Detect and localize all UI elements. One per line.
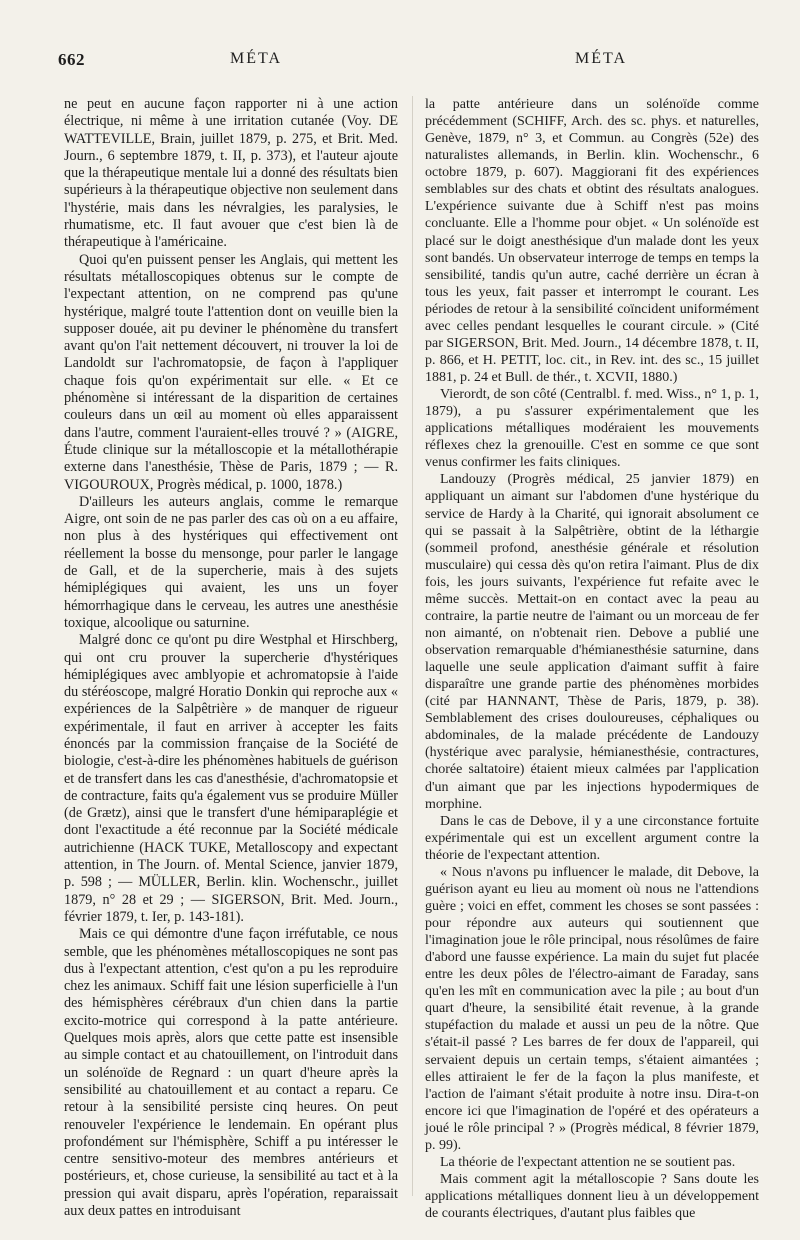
paragraph: la patte antérieure dans un solénoïde comme précédemment (SCHIFF, Arch. des sc. phys. et naturelles, Genève, 1879, n° 3, et Commun. au Congrès (52e) des naturalistes allemands, in Berlin. klin. Wochenschr., 6 octobre 1879, p. 607). Maggiorani fit des expériences semblables sur des chats et obtint des résultats analogues. L'expérience suivante due à Schiff n'est pas moins concluante. Elle a l'homme pour objet. « Un solénoïde est placé sur le doigt anesthésique d'un malade dont les yeux sont bandés. Un observateur interroge de temps en temps la sensibilité, tandis qu'un autre, caché derrière un écran à tous les yeux, fait passer et interrompt le courant. Les périodes de retour à la sensibilité coïncident uniformément avec celles pendant lesquelles le courant circule. » (Cité par SIGERSON, Brit. Med. Journ., 14 décembre 1878, t. II, p. 866, et H. PETIT, loc. cit., in Rev. int. des sc., 15 juillet 1881, p. 24 et Bull. de thér., t. XCVII, 1880.) — [425, 97, 760, 385]
paragraph: Mais comment agit la métalloscopie ? Sans doute les applications métalliques donnent lieu à un développement de courants électriques, d'autant plus faibles que — [425, 1171, 759, 1222]
paragraph: D'ailleurs les auteurs anglais, comme le remarque Aigre, ont soin de ne pas parler des cas où on a eu affaire, non plus à des hystériques qui effectivement ont réellement la bosse du mensonge, pour parler le langage de Gall, et de la supercherie, mais à des sujets hémiplégiques qui avaient, les uns un foyer hémorrhagique dans le cerveau, les autres une anesthésie toxique, alcoolique ou saturnine. — [64, 493, 398, 631]
right-column — [425, 96, 759, 1222]
page-number: 662 — [58, 50, 85, 69]
running-head-left: MÉTA — [230, 50, 283, 67]
paragraph: Landouzy (Progrès médical, 25 janvier 1879) en appliquant un aimant sur l'abdomen d'une hystérique du service de Hardy à la Charité, qui ignorait absolument ce qui se passait à la Salpêtrière, obtint de la léthargie (sommeil profond, anesthésie générale et résolution musculaire) qui cessa dès qu'on retira l'aimant. Plus de dix fois, les jours suivants, l'expérience fut refaite avec le même succès. Mettait-on en contact avec la peau au contraire, la partie neutre de l'aimant ou un morceau de fer non aimanté, on n'obtenait rien. Debove a publié une observation remarquable d'hémianesthésie saturnine, dans laquelle une seule application d'aimant suffit à faire disparaître une grande partie des phénomènes morbides (cité par HANNANT, Thèse de Paris, 1879, p. 38). Semblablement des crises douloureuses, céphaliques ou abdominales, de la malade précédente de Landouzy (hystérique avec paralysie, hémianesthésie, contractures, chorée saltatoire) étaient mieux calmées par l'application d'un aimant que par les injections hypodermiques de morphine. — [425, 472, 759, 812]
column-divider — [412, 96, 413, 1196]
paragraph: Malgré donc ce qu'ont pu dire Westphal et Hirschberg, qui ont cru prouver la supercherie d'hystériques hémiplégiques avec amblyopie et achromatopsie à l'aide du stéréoscope, malgré Horatio Donkin qui reproche aux « expériences de la Salpêtrière » de manquer de rigueur expérimentale, il faut en arriver à accepter les faits énoncés par la commission française de la Société de biologie, c'est-à-dire les phénomènes habituels de guérison et de transfert dans les cas d'anesthésie, d'achromatopsie et de contracture, faits qu'a également vus se produire Müller (de Grætz), ainsi que le transfert d'une hémiparaplégie et dont l'exactitude a été reconnue par la Société médicale autrichienne (HACK TUKE, Metalloscopy and expectant attention, in The Journ. of. Mental Science, janvier 1879, p. 598 ; — MÜLLER, Berlin. klin. Wochenschr., juillet 1879, n° 28 et 29 ; — SIGERSON, Brit. Med. Journ., février 1879, t. Ier, p. 143-181). — [64, 632, 398, 925]
left-column — [64, 96, 398, 1220]
paragraph: Vierordt, de son côté (Centralbl. f. med. Wiss., n° 1, p. 1, 1879), a pu s'assurer expérimentalement que les applications métalliques modéraient les mouvements réflexes chez la grenouille. C'est en somme ce que sont venus confirmer les faits cliniques. — [425, 387, 759, 471]
paragraph: Mais ce qui démontre d'une façon irréfutable, ce nous semble, que les phénomènes métalloscopiques ne sont pas dus à l'expectant attention, c'est qu'on a pu les reproduire chez les animaux. Schiff fait une lésion superficielle à l'un des hémisphères cérébraux d'un chien dans la partie excito-motrice qui correspond à la patte antérieure. Quelques mois après, alors que cette patte est insensible au simple contact et au chatouillement, on l'introduit dans un solénoïde de Regnard : un quart d'heure après la sensibilité au chatouillement et au contact a reparu. Ce retour à la sensibilité persiste cinq heures. On peut renouveler l'expérience le lendemain. En opérant plus profondément sur l'hémisphère, Schiff a pu intéresser le centre sensitivo-moteur des membres antérieurs et postérieurs, et, chose curieuse, la sensibilité au tact et à la pression qui avait disparu, après l'opération, reparaissait aux deux pattes en introduisant — [64, 926, 398, 1219]
paragraph: La théorie de l'expectant attention ne se soutient pas. — [440, 1154, 736, 1170]
paragraph: Quoi qu'en puissent penser les Anglais, qui mettent les résultats métalloscopiques obtenus sur le compte de l'expectant attention, on ne comprend pas qu'une hystérique, malgré toute l'attention dont on veuille bien la supposer douée, ait pu deviner le phénomène du transfert avant qu'on l'ait nettement découvert, ni trouver la loi de Landoldt sur l'achromatopsie, de façon à l'appliquer chaque fois qu'on expérimentait sur elle. « Et ce phénomène si intéressant de la disparition de certaines couleurs dans un œil au moment où elles apparaissent dans l'autre, comment l'auraient-elles trouvé ? » (AIGRE, Étude clinique sur la métalloscopie et la métallothérapie externe dans l'anesthésie, Thèse de Paris, 1879 ; — R. VIGOUROUX, Progrès médical, p. 1000, 1878.) — [64, 251, 398, 493]
paragraph: ne peut en aucune façon rapporter ni à une action électrique, ni même à une irritation cutanée (Voy. DE WATTEVILLE, Brain, juillet 1879, p. 275, et Brit. Med. Journ., 6 septembre 1879, t. II, p. 373), et l'auteur ajoute que la thérapeutique mentale lui a donné des résultats bien supérieurs à la thérapeutique objective non seulement dans l'hystérie, mais dans les névralgies, les paralysies, le rhumatisme, etc. Il faut avouer que c'est bien là de thérapeutique à l'américaine. — [64, 96, 398, 251]
paragraph: Dans le cas de Debove, il y a une circonstance fortuite expérimentale qui est un excellent argument contre la théorie de l'expectant attention. — [425, 813, 759, 863]
running-head-right: MÉTA — [575, 50, 628, 67]
paragraph: « Nous n'avons pu influencer le malade, dit Debove, la guérison ayant eu lieu au moment où nous ne l'attendions guère ; voici en effet, comment les choses se sont passées : pour répondre aux auteurs qui soutiennent que l'imagination joue le rôle principal, nous résolûmes de faire d'abord une fausse expérience. La main du sujet fut placée entre les deux pôles de l'électro-aimant de Faraday, sans qu'en les mît en communication avec la pile ; au bout d'un quart d'heure, la sensibilité était revenue, à la grande stupéfaction du malade et aussi un peu de la nôtre. Que s'était-il passé ? Les barres de fer doux de l'appareil, qui servaient depuis un certain temps, s'étaient aimantées ; elles attiraient le fer de la façon la plus manifeste, et l'action de l'aimant s'était produite à notre insu. Dira-t-on encore ici que l'imagination de l'opéré et des opérateurs a joué le rôle principal ? » (Progrès médical, 8 février 1879, p. 99). — [425, 864, 759, 1153]
page-header — [0, 44, 800, 74]
